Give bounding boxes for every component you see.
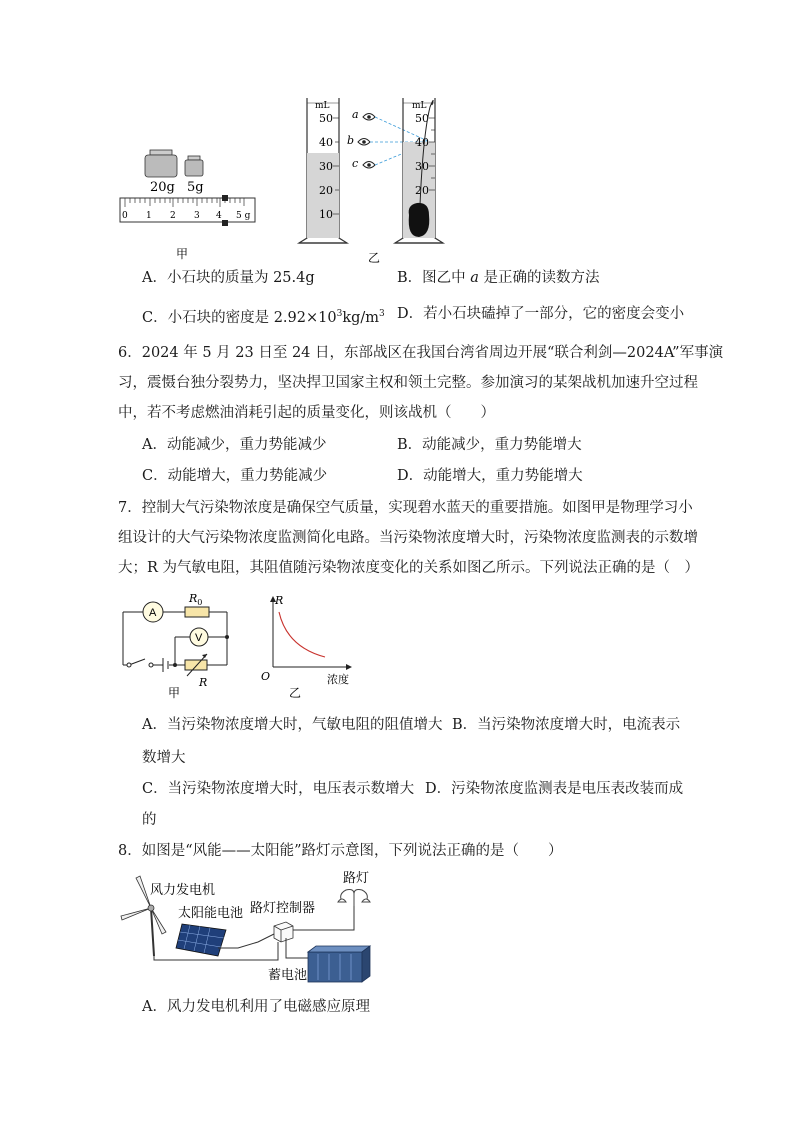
label-wind-turbine: 风力发电机 [150,883,216,898]
street-lamp [338,890,370,907]
q5-option-c [142,304,385,328]
q7-yi-caption: 乙 [289,686,302,700]
q6-option-d: D．动能增大，重力势能增大 [397,468,583,484]
q6-option-a: A．动能减少，重力势能减少 [142,437,327,453]
ruler-tick-2: 2 [170,211,176,221]
right-tick-50: 50 [415,112,429,125]
lamp-controller [274,922,293,942]
q7-option-d-cont: 的 [142,812,157,828]
left-tick-40: 40 [319,136,333,149]
weight-5g-label: 5g [187,180,204,195]
q5-option-b-post: 是正确的读数方法 [478,270,600,286]
weight-20g-label: 20g [150,180,175,195]
q7-stem-line-1: 7．控制大气污染物浓度是确保空气质量，实现碧水蓝天的重要措施。如图甲是物理学习小 [118,500,693,516]
q5-yi-caption: 乙 [368,251,381,265]
eye-label-c: c [352,157,359,170]
ruler-tick-5: 5 g [236,211,251,221]
right-tick-20: 20 [415,184,429,197]
ammeter-label: A [149,607,157,619]
stone [409,203,430,237]
left-unit: mL [315,101,330,111]
r-label: R [199,676,208,689]
label-controller: 路灯控制器 [250,901,316,916]
q7-option-c: C．当污染物浓度增大时，电压表示数增大 [142,781,415,797]
r0-label-sub: 0 [197,598,203,607]
q8-figure [118,868,383,988]
eye-label-a: a [352,108,359,121]
q7-option-d: D．污染物浓度监测表是电压表改装而成 [425,781,684,797]
gas-sensor-r [185,654,207,689]
q5-figure-yi [295,95,465,265]
q6-stem-line-2: 习，震慑台独分裂势力，坚决捍卫国家主权和领土完整。参加演习的某架战机加速升空过程 [118,375,698,391]
ruler-tick-3: 3 [194,211,200,221]
voltmeter-label: V [195,632,203,644]
rider-top [222,195,228,201]
q8-option-a: A．风力发电机利用了电磁感应原理 [142,999,370,1015]
ruler-tick-0: 0 [122,211,128,221]
cylinder-left [299,98,347,243]
graph-origin: O [261,670,271,683]
q7-stem-line-3: 大；R 为气敏电阻，其阻值随污染物浓度变化的关系如图乙所示。下列说法正确的是（ ） [118,560,700,576]
solar-panel [176,924,226,956]
label-lamp: 路灯 [343,871,370,886]
q6-option-c: C．动能增大，重力势能减少 [142,468,328,484]
q7-jia-caption: 甲 [168,686,181,700]
label-solar-panel: 太阳能电池 [178,906,244,921]
q7-stem-line-2: 组设计的大气污染物浓度监测简化电路。当污染物浓度增大时，污染物浓度监测表的示数增 [118,530,698,546]
ruler-tick-4: 4 [216,211,222,221]
right-tick-40: 40 [415,136,429,149]
left-tick-10: 10 [319,208,333,221]
label-battery: 蓄电池 [268,968,308,983]
graph-x-label: 浓度 [327,673,349,686]
q5-figure-jia [110,140,260,260]
eye-c [352,157,375,170]
left-tick-30: 30 [319,160,333,173]
q5-option-c-pre: C．小石块的密度是 2.92×10 [142,309,337,326]
r0-label-main: R [189,592,198,605]
rider-bottom [222,220,228,226]
voltmeter [190,628,208,646]
r-concentration-curve [279,612,325,657]
ruler-tick-1: 1 [146,211,152,221]
eye-a [352,108,375,121]
left-tick-50: 50 [319,112,333,125]
cylinder-right [395,98,443,243]
r0-label [188,592,202,607]
q5-option-c-sup: 3 [336,309,343,319]
q7-option-b: B．当污染物浓度增大时，电流表示 [452,717,681,733]
q5-option-c-mid: kg/m [342,309,380,326]
q6-option-b: B．动能减少，重力势能增大 [397,437,582,453]
storage-battery [308,946,370,982]
graph-y-label: R [275,594,284,607]
q7-option-b-cont: 数增大 [142,750,186,766]
resistor-r0 [185,592,209,617]
q7-graph-yi [255,592,365,702]
q5-option-b-var: a [470,270,479,286]
q8-stem: 8．如图是“风能——太阳能”路灯示意图，下列说法正确的是（ ） [118,843,563,859]
eye-b [347,134,370,147]
ruler [120,195,255,226]
q7-option-a: A．当污染物浓度增大时，气敏电阻的阻值增大 [142,717,443,733]
right-tick-30: 30 [415,160,429,173]
q6-stem-line-3: 中，若不考虑燃油消耗引起的质量变化，则该战机（ ） [118,405,495,421]
q5-option-b [397,268,600,288]
q7-circuit-jia [115,590,240,700]
q5-option-d: D．若小石块磕掉了一部分，它的密度会变小 [397,306,685,322]
weight-20g [145,150,177,177]
q5-option-b-pre: B．图乙中 [397,270,471,286]
left-tick-20: 20 [319,184,333,197]
eye-label-b: b [347,134,355,147]
q6-stem-line-1: 6．2024 年 5 月 23 日至 24 日，东部战区在我国台湾省周边开展“联合利剑—2024A”军事演 [118,345,724,361]
right-unit: mL [412,101,427,111]
weight-5g [185,156,203,176]
q5-option-a: A．小石块的质量为 25.4g [142,270,315,286]
q5-jia-caption: 甲 [176,247,189,260]
q5-option-c-sup2: 3 [379,309,385,319]
ammeter [143,602,163,622]
